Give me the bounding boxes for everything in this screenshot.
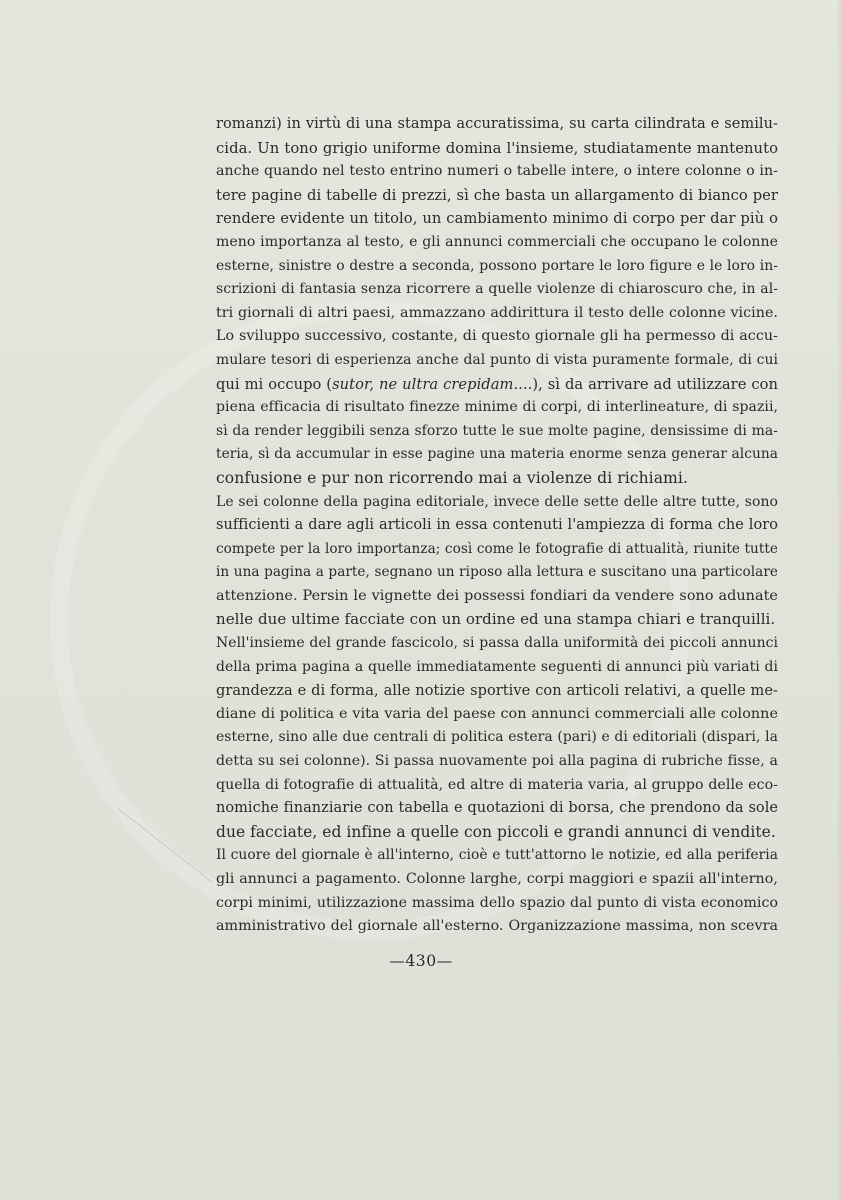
text-line: cida. Un tono grigio uniforme domina l'insieme, studiatamente mantenuto <box>216 139 778 157</box>
text-line: detta su sei colonne). Si passa nuovamente poi alla pagina di rubriche fisse, a <box>216 753 778 770</box>
text-line: confusione e pur non ricorrendo mai a violenze di richiami. <box>216 468 688 487</box>
text-line: tere pagine di tabelle di prezzi, sì che basta un allargamento di bianco per <box>216 186 778 204</box>
text-line: corpi minimi, utilizzazione massima dello spazio dal punto di vista economico <box>216 894 778 911</box>
text-line: romanzi) in virtù di una stampa accuratissima, su carta cilindrata e semilu- <box>216 116 778 132</box>
text-line: meno importanza al testo, e gli annunci commerciali che occupano le colonne <box>216 233 778 250</box>
text-line: rendere evidente un titolo, un cambiamento minimo di corpo per dar più o <box>216 210 778 228</box>
text-line: anche quando nel testo entrino numeri o tabelle intere, o intere colonne o in- <box>216 163 778 180</box>
text-line: due facciate, ed infine a quelle con piccoli e grandi annunci di vendite. <box>216 822 776 841</box>
italic-quote: sutor, ne ultra crepidam.... <box>332 375 533 393</box>
text-line: mulare tesori di esperienza anche dal punto di vista puramente formale, di cui <box>216 351 778 368</box>
text-line: sufficienti a dare agli articoli in essa contenuti l'ampiezza di forma che loro <box>216 517 778 534</box>
text-line: gli annunci a pagamento. Colonne larghe, corpi maggiori e spazii all'interno, <box>216 871 778 887</box>
text-line: nomiche finanziarie con tabella e quotazioni di borsa, che prendono da sole <box>216 800 778 817</box>
text-line: Nell'insieme del grande fascicolo, si passa dalla uniformità dei piccoli annunci <box>216 635 778 652</box>
text-line: piena efficacia di risultato finezze minime di corpi, di interlineature, di spazii, <box>216 399 778 416</box>
text-segment: ), sì da arrivare ad utilizzare con <box>532 375 778 393</box>
text-line: Il cuore del giornale è all'interno, cioè e tutt'attorno le notizie, ed alla periferia <box>216 847 778 864</box>
text-line: teria, sì da accumular in esse pagine una materia enorme senza generar alcuna <box>216 446 778 463</box>
text-line: sì da render leggibili senza sforzo tutte le sue molte pagine, densissime di ma- <box>216 422 778 439</box>
page-edge-shadow <box>836 0 842 1200</box>
text-line: compete per la loro importanza; così come le fotografie di attualità, riunite tutte <box>216 540 778 557</box>
text-line: attenzione. Persin le vignette dei possessi fondiari da vendere sono adunate <box>216 587 778 604</box>
text-line: diane di politica e vita varia del paese con annunci commerciali alle colonne <box>216 705 778 722</box>
text-line <box>216 373 778 397</box>
text-line: quella di fotografie di attualità, ed altre di materia varia, al gruppo delle eco- <box>216 776 778 793</box>
page-number: —430— <box>389 952 453 970</box>
text-line: della prima pagina a quelle immediatamente seguenti di annunci più variati di <box>216 658 778 675</box>
text-line: nelle due ultime facciate con un ordine ed una stampa chiari e tranquilli. <box>216 610 776 629</box>
text-line: amministrativo del giornale all'esterno. Organizzazione massima, non scevra <box>216 918 778 935</box>
text-line: esterne, sino alle due centrali di politica estera (pari) e di editoriali (dispari, la <box>216 729 778 746</box>
text-line: in una pagina a parte, segnano un riposo alla lettura e suscitano una particolare <box>216 564 778 581</box>
text-line: Lo sviluppo successivo, costante, di questo giornale gli ha permesso di accu- <box>216 328 778 345</box>
text-line: scrizioni di fantasia senza ricorrere a quelle violenze di chiaroscuro che, in al- <box>216 281 778 298</box>
text-line: esterne, sinistre o destre a seconda, possono portare le loro figure e le loro in- <box>216 257 778 274</box>
text-line: Le sei colonne della pagina editoriale, invece delle sette delle altre tutte, sono <box>216 493 778 510</box>
body-text <box>216 113 778 939</box>
text-line: grandezza e di forma, alle notizie sportive con articoli relativi, a quelle me- <box>216 682 778 700</box>
paper-scratch <box>117 808 212 883</box>
text-line: tri giornali di altri paesi, ammazzano addirittura il testo delle colonne vicine. <box>216 304 778 321</box>
text-segment: qui mi occupo ( <box>216 375 333 393</box>
